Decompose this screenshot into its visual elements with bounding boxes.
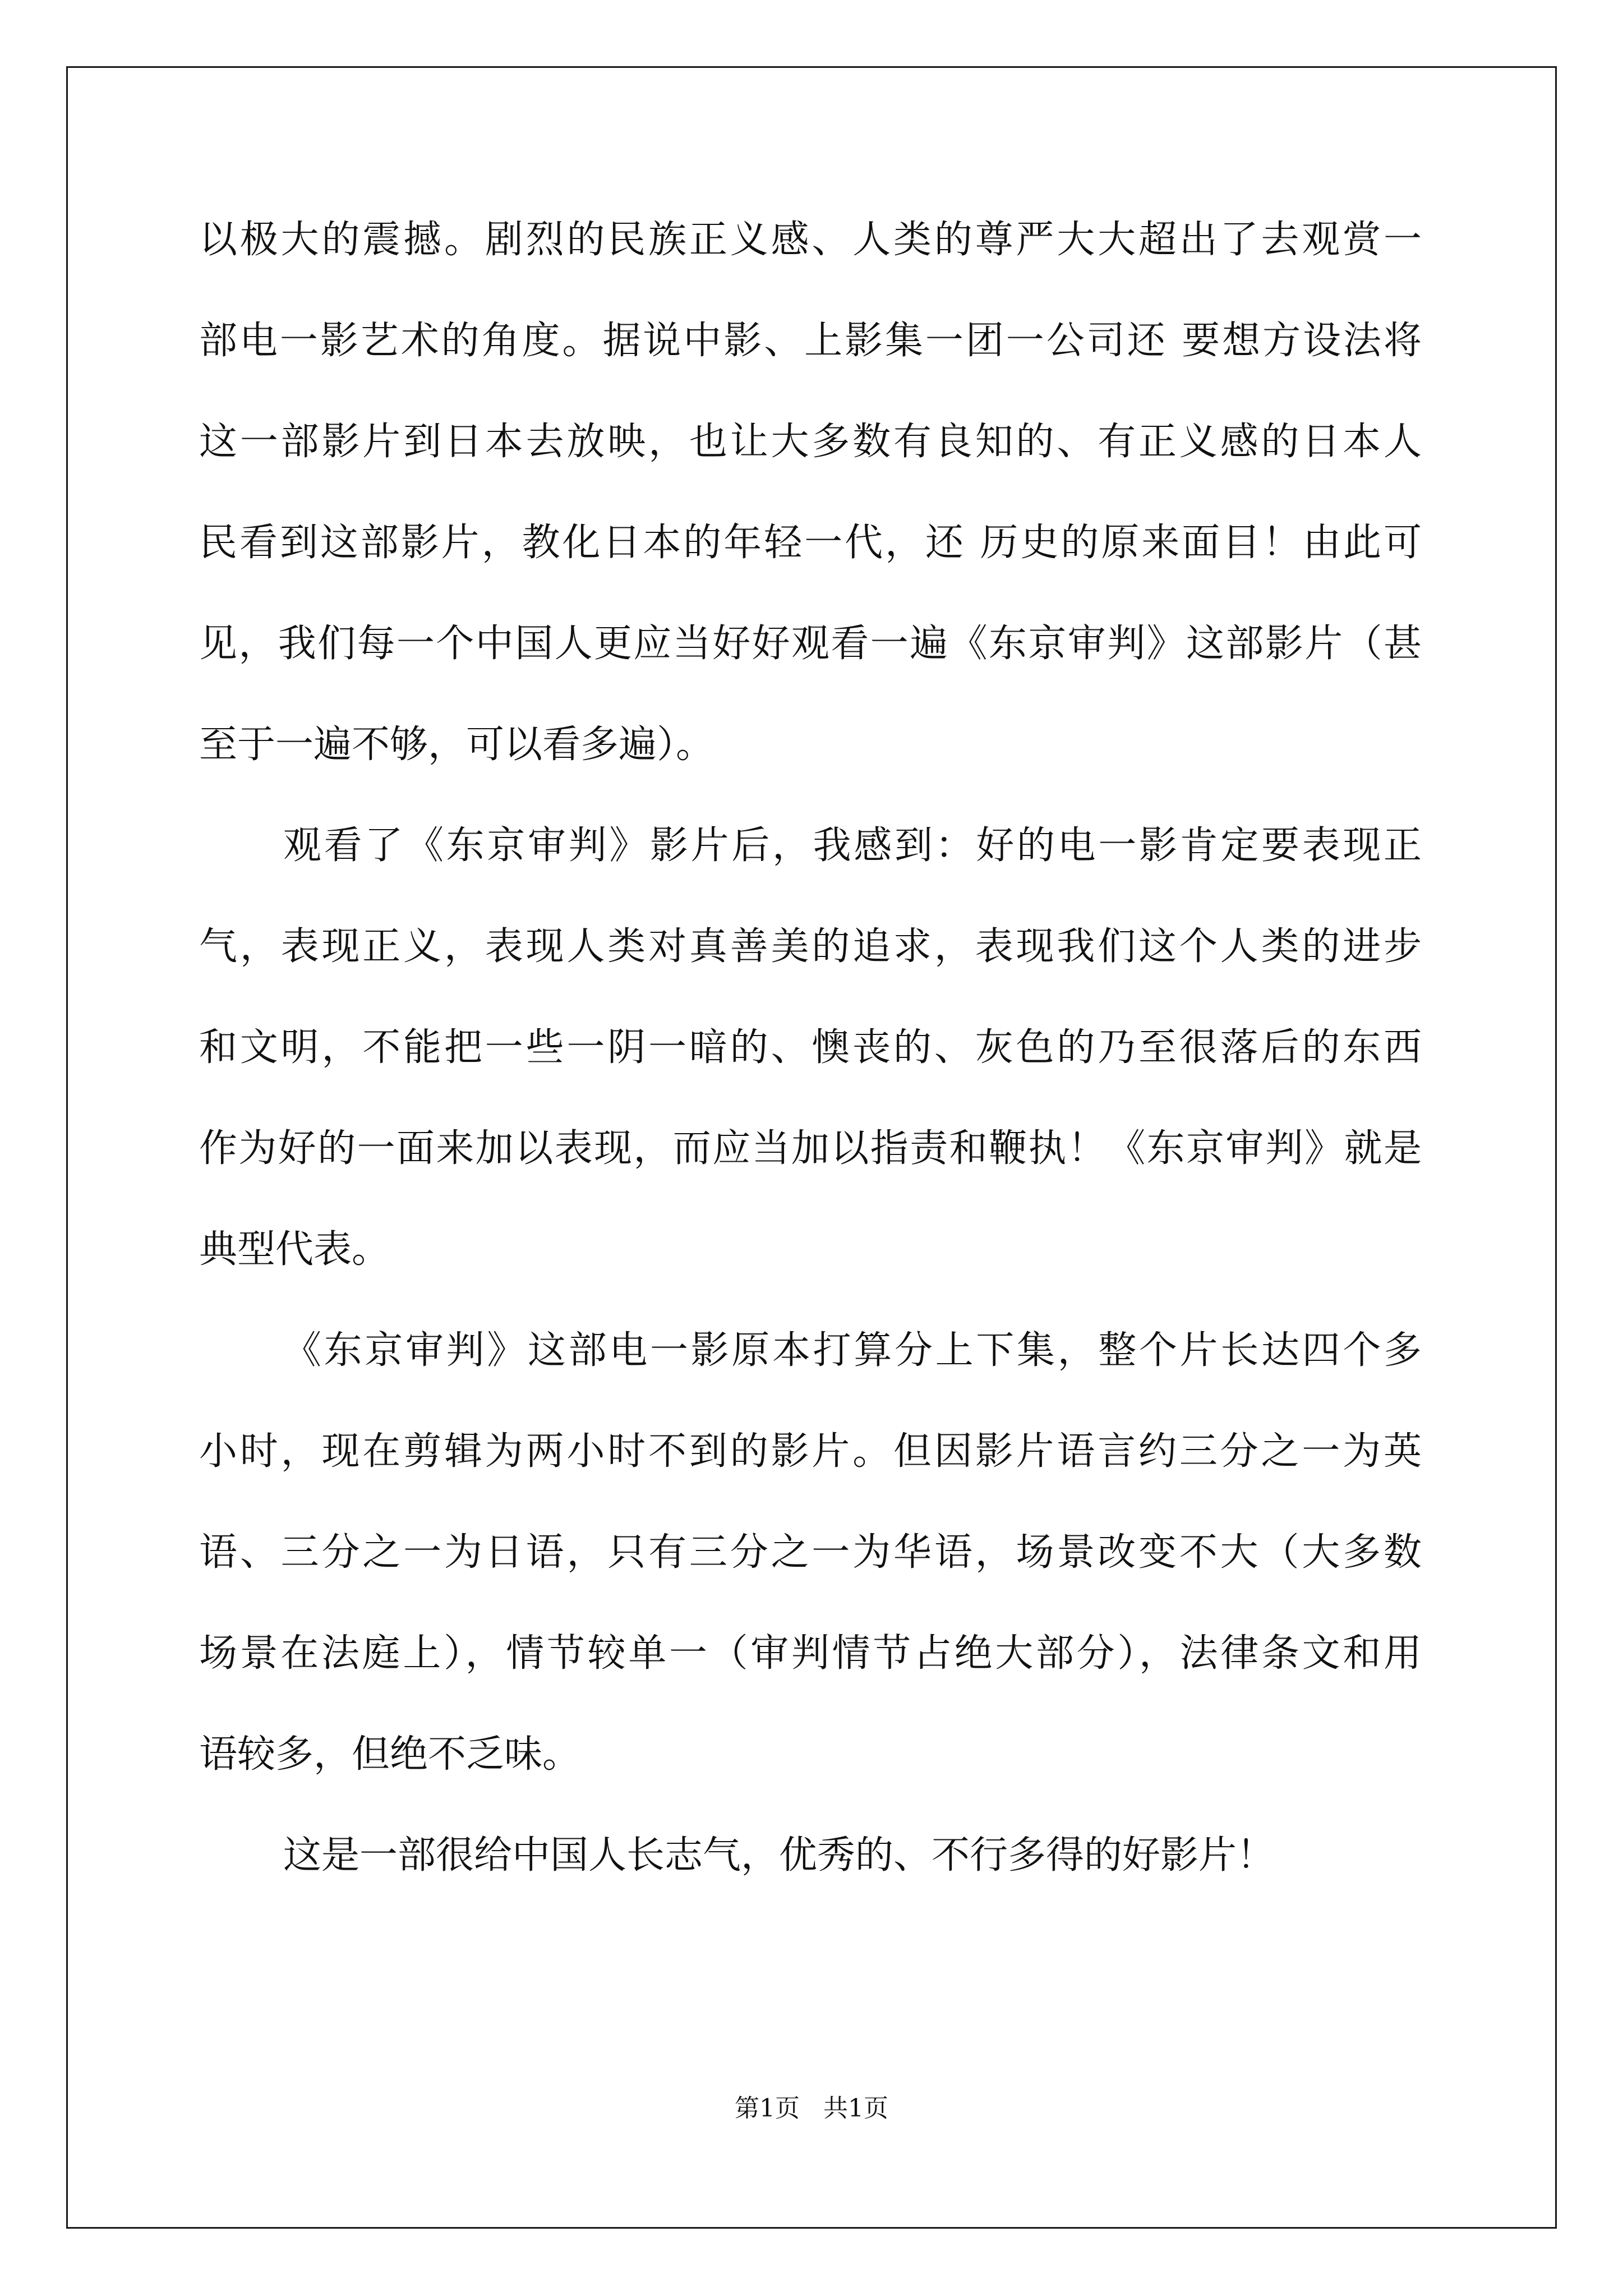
paragraph-2 xyxy=(199,795,1422,1300)
document-body xyxy=(199,190,1422,1906)
page-total: 共1页 xyxy=(823,2094,888,2123)
text-line: 作为好的一面来加以表现，而应当加以指责和鞭执！《东京审判》就是 xyxy=(199,1126,1422,1171)
text-line: 见，我们每一个中国人更应当好好观看一遍《东京审判》这部影片（甚 xyxy=(199,622,1422,666)
text-line: 至于一遍不够，可以看多遍）。 xyxy=(199,723,714,767)
text-line: 民看到这部影片，教化日本的年轻一代，还 历史的原来面目！由此可 xyxy=(199,521,1422,565)
footer-spacer xyxy=(800,2094,823,2123)
text-line: 《东京审判》这部电一影原本打算分上下集，整个片长达四个多 xyxy=(283,1328,1422,1373)
text-line: 语较多，但绝不乏味。 xyxy=(199,1732,581,1777)
page-footer xyxy=(0,2088,1623,2124)
text-line: 场景在法庭上），情节较单一（审判情节占绝大部分），法律条文和用 xyxy=(199,1631,1422,1676)
text-line: 观看了《东京审判》影片后，我感到：好的电一影肯定要表现正 xyxy=(283,823,1422,868)
paragraph-1 xyxy=(199,190,1422,795)
paragraph-3 xyxy=(199,1300,1422,1805)
text-line: 部电一影艺术的角度。据说中影、上影集一团一公司还 要想方设法将 xyxy=(199,319,1422,363)
text-line: 语、三分之一为日语，只有三分之一为华语，场景改变不大（大多数 xyxy=(199,1530,1422,1575)
paragraph-4 xyxy=(199,1805,1422,1906)
text-line: 典型代表。 xyxy=(199,1227,390,1272)
text-line: 以极大的震撼。剧烈的民族正义感、人类的尊严大大超出了去观赏一 xyxy=(199,218,1422,262)
text-line: 这是一部很给中国人长志气，优秀的、不行多得的好影片！ xyxy=(283,1833,1275,1878)
text-line: 气，表现正义，表现人类对真善美的追求，表现我们这个人类的进步 xyxy=(199,924,1422,969)
text-line: 和文明，不能把一些一阴一暗的、懊丧的、灰色的乃至很落后的东西 xyxy=(199,1025,1422,1070)
page-number: 第1页 xyxy=(735,2094,800,2123)
text-line: 这一部影片到日本去放映，也让大多数有良知的、有正义感的日本人 xyxy=(199,420,1422,464)
text-line: 小时，现在剪辑为两小时不到的影片。但因影片语言约三分之一为英 xyxy=(199,1429,1422,1474)
